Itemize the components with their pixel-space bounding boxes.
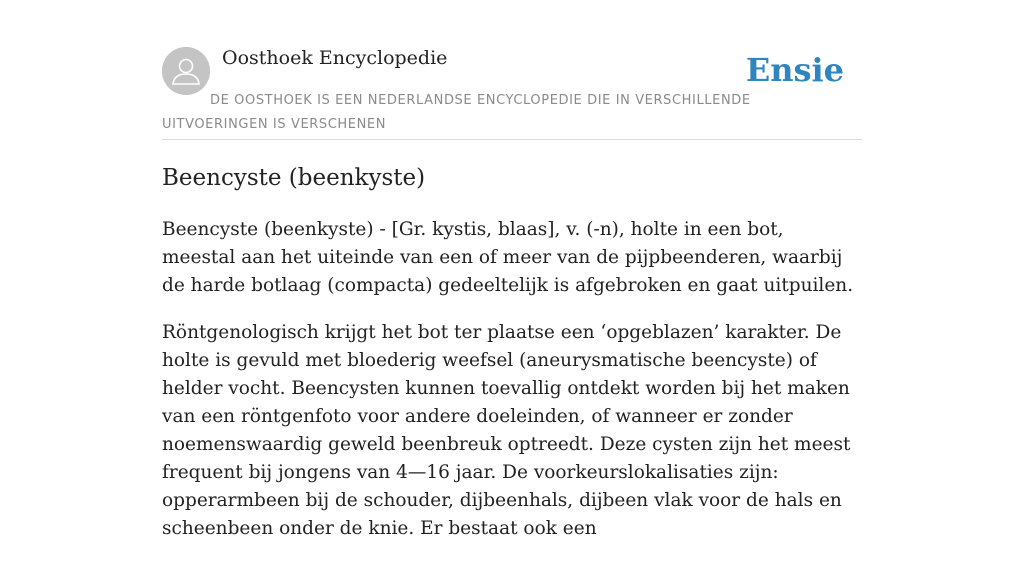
article-paragraph: Beencyste (beenkyste) - [Gr. kystis, blaas], v. (-n), holte in een bot, meestal aan het uiteinde van een of meer van de pijpbeenderen, waarbij de harde botlaag (compacta) gedeeltelijk is afgebroken en gaat uitpuilen. bbox=[162, 219, 854, 296]
article-paragraph: Röntgenologisch krijgt het bot ter plaatse een ‘opgeblazen’ karakter. De holte is gevuld met bloederig weefsel (aneurysmatische beencyste) of helder vocht. Beencysten kunnen toevallig ontdekt worden bij het maken van een röntgenfoto voor andere doeleinden, of wanneer er zonder noemenswaardig geweld beenbreuk optreedt. Deze cysten zijn het meest frequent bij jongens van 4—16 jaar. De voorkeurslokalisaties zijn: opperarmbeen bij de schouder, dijbeenhals, dijbeen vlak voor de hals en scheenbeen onder de knie. Er bestaat ook een bbox=[162, 322, 851, 539]
article-body bbox=[162, 216, 862, 562]
site-header bbox=[162, 0, 862, 140]
page-content bbox=[162, 0, 862, 539]
site-name-link[interactable]: Oosthoek Encyclopedie bbox=[222, 47, 448, 69]
site-tagline: DE OOSTHOEK IS EEN NEDERLANDSE ENCYCLOPEDIE DIE IN VERSCHILLENDE UITVOERINGEN IS VERSCHENEN bbox=[162, 93, 751, 132]
brand-logo-link[interactable]: Ensie bbox=[745, 51, 844, 89]
article-title: Beencyste (beenkyste) bbox=[162, 165, 426, 191]
user-avatar-icon[interactable] bbox=[162, 47, 210, 95]
